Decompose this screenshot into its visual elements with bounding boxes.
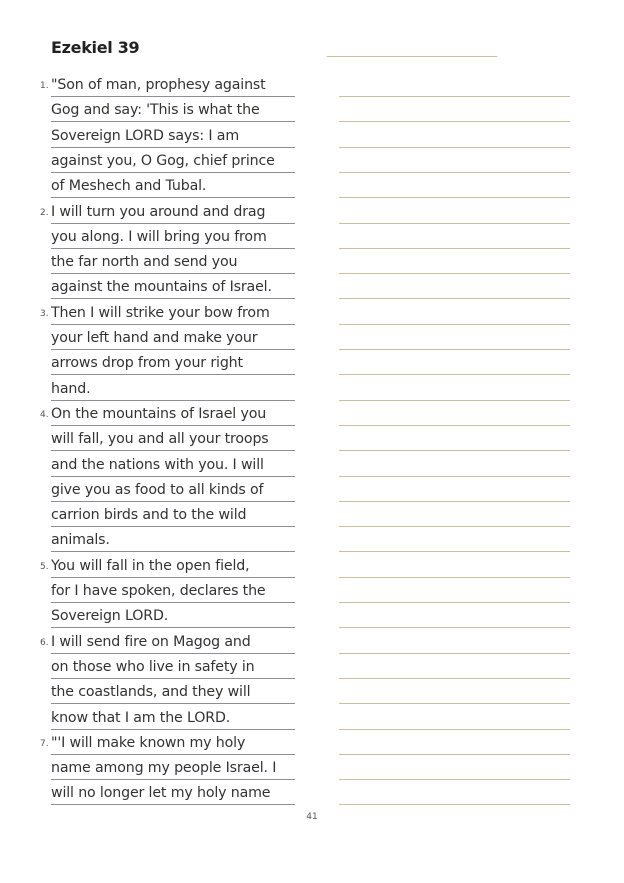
verse-text-line: animals.: [51, 528, 295, 552]
handwriting-line[interactable]: [339, 453, 570, 477]
verse-text-line: on those who live in safety in: [51, 655, 295, 679]
verse-text-line: give you as food to all kinds of: [51, 478, 295, 502]
handwriting-line[interactable]: [339, 225, 570, 249]
verse-text-line: Sovereign LORD.: [51, 604, 295, 628]
verse-text-line: and the nations with you. I will: [51, 453, 295, 477]
handwriting-line[interactable]: [339, 478, 570, 502]
verse-text-line: hand.: [51, 377, 295, 401]
verse-text-line: will no longer let my holy name: [51, 781, 295, 805]
page-number: 41: [306, 812, 318, 822]
handwriting-line[interactable]: [339, 528, 570, 552]
verse-text-line: will fall, you and all your troops: [51, 427, 295, 451]
handwriting-line[interactable]: [339, 73, 570, 97]
verse-number: 5.: [40, 561, 49, 572]
handwriting-line[interactable]: [339, 503, 570, 527]
handwriting-line[interactable]: [339, 604, 570, 628]
verse-text-line: On the mountains of Israel you: [51, 402, 295, 426]
handwriting-line[interactable]: [339, 731, 570, 755]
handwriting-line[interactable]: [339, 326, 570, 350]
verse-number: 2.: [40, 207, 49, 218]
verse-text-line: against the mountains of Israel.: [51, 275, 295, 299]
verse-number: 7.: [40, 738, 49, 749]
verse-number: 3.: [40, 308, 49, 319]
verse-text-line: "Son of man, prophesy against: [51, 73, 295, 97]
verse-number: 4.: [40, 409, 49, 420]
handwriting-line[interactable]: [339, 98, 570, 122]
verse-text-line: the far north and send you: [51, 250, 295, 274]
handwriting-line[interactable]: [339, 427, 570, 451]
handwriting-line[interactable]: [339, 655, 570, 679]
verse-text-line: of Meshech and Tubal.: [51, 174, 295, 198]
verse-text-line: I will turn you around and drag: [51, 200, 295, 224]
handwriting-line[interactable]: [339, 579, 570, 603]
verse-text-line: your left hand and make your: [51, 326, 295, 350]
verse-number: 1.: [40, 81, 49, 91]
page-title: Ezekiel 39: [51, 38, 140, 57]
verse-text-line: You will fall in the open field,: [51, 554, 295, 578]
handwriting-line[interactable]: [339, 200, 570, 224]
handwriting-line[interactable]: [339, 680, 570, 704]
handwriting-line[interactable]: [339, 124, 570, 148]
verse-text-line: Sovereign LORD says: I am: [51, 124, 295, 148]
handwriting-line[interactable]: [339, 351, 570, 375]
handwriting-line[interactable]: [339, 781, 570, 805]
verse-text-line: for I have spoken, declares the: [51, 579, 295, 603]
verse-text-line: "'I will make known my holy: [51, 731, 295, 755]
verse-text-line: name among my people Israel. I: [51, 756, 295, 780]
handwriting-line[interactable]: [339, 174, 570, 198]
verse-text-line: against you, O Gog, chief prince: [51, 149, 295, 173]
verse-text-line: carrion birds and to the wild: [51, 503, 295, 527]
verse-number: 6.: [40, 637, 49, 648]
handwriting-line[interactable]: [339, 275, 570, 299]
handwriting-line[interactable]: [339, 706, 570, 730]
handwriting-line[interactable]: [339, 630, 570, 654]
verse-text-line: know that I am the LORD.: [51, 706, 295, 730]
verse-text-line: I will send fire on Magog and: [51, 630, 295, 654]
handwriting-line[interactable]: [339, 149, 570, 173]
verse-text-line: Then I will strike your bow from: [51, 301, 295, 325]
title-writing-line: [327, 56, 497, 57]
verse-text-line: you along. I will bring you from: [51, 225, 295, 249]
verse-text-line: Gog and say: 'This is what the: [51, 98, 295, 122]
verse-text-line: the coastlands, and they will: [51, 680, 295, 704]
handwriting-line[interactable]: [339, 301, 570, 325]
handwriting-line[interactable]: [339, 756, 570, 780]
handwriting-line[interactable]: [339, 377, 570, 401]
handwriting-line[interactable]: [339, 250, 570, 274]
handwriting-line[interactable]: [339, 402, 570, 426]
handwriting-line[interactable]: [339, 554, 570, 578]
verse-text-line: arrows drop from your right: [51, 351, 295, 375]
